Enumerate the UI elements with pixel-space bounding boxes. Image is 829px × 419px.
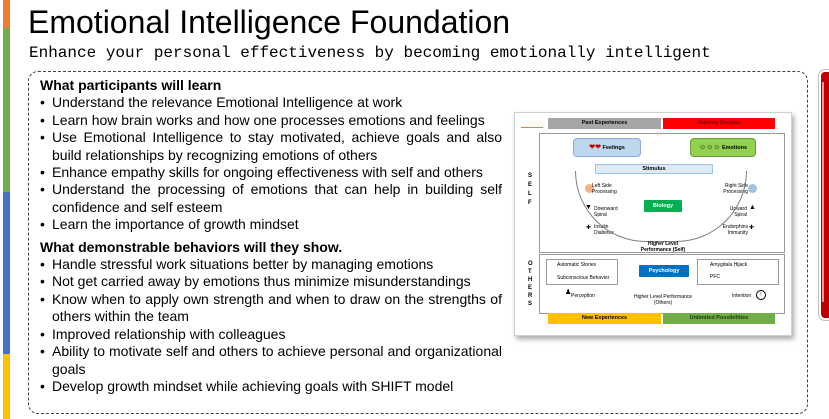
unlimited-possibilities-bar: Unlimited Possibilities [663,313,775,324]
psychology-pill: Psychology [639,265,689,277]
emotions-pill [690,138,756,157]
others-letter: O [528,261,533,267]
self-letter: S [528,173,533,179]
list-item: • Know when to apply own strength and when to draw on the strengths of others within the team [40,291,502,326]
endorphins-label: Endorphins Immunity [722,224,748,236]
downward-spiral-label: Downward Spiral [594,206,618,218]
immunity-icon: ✚ [749,225,755,231]
auto-stories-label: Automatic Stories [557,262,597,268]
higher-others-label: Higher Level Performance (Others) [633,294,693,306]
accent-bar-blue [3,192,10,354]
others-letter: S [528,301,533,307]
list-item: • Learn how brain works and how one processes emotions and feelings [40,112,502,129]
accent-bar-yellow [3,354,10,419]
down-spiral-icon: ▼ [585,204,592,211]
subconscious-label: Subconscious Behavior [557,275,610,281]
accent-bar-orange [3,0,10,28]
new-experiences-bar: New Experiences [548,313,661,324]
list-item: • Ability to motivate self and others to achieve personal and organizational goals [40,343,502,378]
list-item: • Enhance empathy skills for ongoing effectiveness with self and others [40,164,502,181]
list-item: • Not get carried away by emotions thus minimize misunderstandings [40,273,502,290]
others-letter: H [528,277,533,283]
list-item: • Understand the processing of emotions that can help in building self confidence and self esteem [40,181,502,216]
list-item: • Use Emotional Intelligence to stay motivated, achieve goals and also build relationships by recognizing emotions of others [40,129,502,164]
behaviors-list [40,256,502,395]
list-item: • Develop growth mindset while achieving goals with SHIFT model [40,378,502,395]
higher-self-label: Higher Level Performance (Self) [640,241,686,253]
upward-spiral-label: Upward Spiral [729,206,747,218]
brain-right-icon [748,184,757,193]
ei-diagram [514,112,792,336]
learn-heading: What participants will learn [40,77,222,93]
emotions-label: Emotions [721,145,748,151]
feelings-label: Feelings [602,145,625,151]
pfc-label: PFC [710,274,720,280]
list-item: • Improved relationship with colleagues [40,326,502,343]
perception-label: Perception [571,293,595,299]
amygdala-label: Amygdala Hijack [710,262,748,268]
biology-pill: Biology [644,200,682,212]
syringe-icon: ✚ [586,225,592,231]
person-icon: ♟ [565,289,572,296]
others-letter: T [528,269,532,275]
intention-label: Intention [732,293,752,299]
logo-icon [521,121,543,128]
others-letter: R [528,293,533,299]
insulin-label: Insulin Diabetes [594,224,614,236]
self-letter: L [528,191,532,197]
learn-list [40,94,502,233]
page-subtitle: Enhance your personal effectiveness by becoming emotionally intelligent [29,44,711,62]
side-tab [819,70,829,320]
behaviors-heading: What demonstrable behaviors will they show. [40,238,343,255]
left-processing-label: Left Side Processing [592,183,617,195]
intention-icon: ! [756,290,766,300]
up-spiral-icon: ▲ [749,204,756,211]
text-column [40,77,502,395]
smiley-icon: ☺☺☺ [698,144,721,151]
accent-bar-green [3,28,10,192]
others-letter: E [528,285,533,291]
self-letter: F [528,200,532,206]
side-tab-line [822,82,824,302]
stimulus-bar: Stimulus [595,164,713,174]
guiding-dreams-bar: Guiding Dreams [663,118,775,129]
feelings-pill [573,138,641,157]
heart-icon: ❤❤ [589,144,601,151]
list-item: • Understand the relevance Emotional Intelligence at work [40,94,502,111]
list-item: • Learn the importance of growth mindset [40,216,502,233]
past-experiences-bar: Past Experiences [548,118,661,129]
self-letter: E [528,182,533,188]
right-processing-label: Right Side Processing [723,183,748,195]
list-item: • Handle stressful work situations better by managing emotions [40,256,502,273]
page-title: Emotional Intelligence Foundation [28,4,511,40]
